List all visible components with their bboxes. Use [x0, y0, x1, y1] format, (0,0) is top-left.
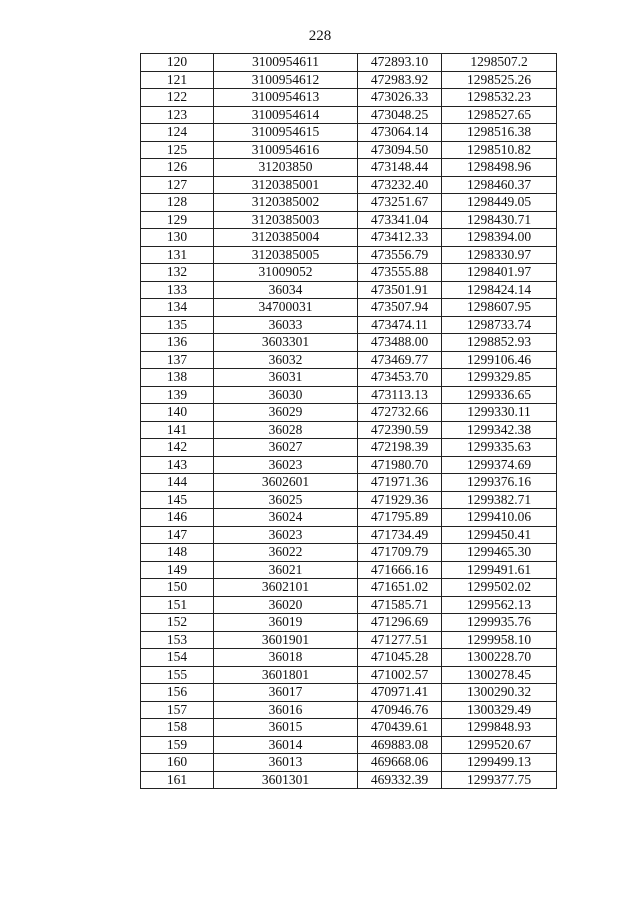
table-row: [141, 614, 557, 632]
x-coordinate-cell: 471709.79: [358, 544, 442, 562]
row-number-cell: 135: [141, 316, 214, 334]
row-number-cell: 140: [141, 404, 214, 422]
table-row: [141, 106, 557, 124]
x-coordinate-cell: 472732.66: [358, 404, 442, 422]
x-coordinate-cell: 471929.36: [358, 491, 442, 509]
row-number-cell: 152: [141, 614, 214, 632]
table-row: [141, 474, 557, 492]
table-row: [141, 246, 557, 264]
table-row: [141, 754, 557, 772]
x-coordinate-cell: 473507.94: [358, 299, 442, 317]
point-id-cell: 36025: [214, 491, 358, 509]
point-id-cell: 36027: [214, 439, 358, 457]
x-coordinate-cell: 471651.02: [358, 579, 442, 597]
table-row: [141, 631, 557, 649]
table-row: [141, 159, 557, 177]
table-row: [141, 299, 557, 317]
row-number-cell: 160: [141, 754, 214, 772]
x-coordinate-cell: 469668.06: [358, 754, 442, 772]
row-number-cell: 154: [141, 649, 214, 667]
row-number-cell: 148: [141, 544, 214, 562]
x-coordinate-cell: 471666.16: [358, 561, 442, 579]
point-id-cell: 3100954616: [214, 141, 358, 159]
table-row: [141, 649, 557, 667]
y-coordinate-cell: 1299106.46: [442, 351, 557, 369]
row-number-cell: 120: [141, 54, 214, 72]
point-id-cell: 3603301: [214, 334, 358, 352]
row-number-cell: 159: [141, 736, 214, 754]
table-row: [141, 526, 557, 544]
x-coordinate-cell: 473094.50: [358, 141, 442, 159]
table-row: [141, 124, 557, 142]
y-coordinate-cell: 1298527.65: [442, 106, 557, 124]
y-coordinate-cell: 1299520.67: [442, 736, 557, 754]
y-coordinate-cell: 1300278.45: [442, 666, 557, 684]
x-coordinate-cell: 471734.49: [358, 526, 442, 544]
point-id-cell: 3120385005: [214, 246, 358, 264]
point-id-cell: 36024: [214, 509, 358, 527]
y-coordinate-cell: 1300329.49: [442, 701, 557, 719]
y-coordinate-cell: 1299342.38: [442, 421, 557, 439]
x-coordinate-cell: 473488.00: [358, 334, 442, 352]
table-row: [141, 561, 557, 579]
y-coordinate-cell: 1298394.00: [442, 229, 557, 247]
x-coordinate-cell: 472198.39: [358, 439, 442, 457]
table-row: [141, 579, 557, 597]
point-id-cell: 36020: [214, 596, 358, 614]
table-row: [141, 316, 557, 334]
row-number-cell: 147: [141, 526, 214, 544]
point-id-cell: 3120385002: [214, 194, 358, 212]
point-id-cell: 3100954615: [214, 124, 358, 142]
table-row: [141, 141, 557, 159]
y-coordinate-cell: 1300228.70: [442, 649, 557, 667]
row-number-cell: 151: [141, 596, 214, 614]
x-coordinate-cell: 470946.76: [358, 701, 442, 719]
y-coordinate-cell: 1298516.38: [442, 124, 557, 142]
row-number-cell: 136: [141, 334, 214, 352]
x-coordinate-cell: 470439.61: [358, 719, 442, 737]
y-coordinate-cell: 1299329.85: [442, 369, 557, 387]
point-id-cell: 31009052: [214, 264, 358, 282]
table-row: [141, 771, 557, 789]
x-coordinate-cell: 471277.51: [358, 631, 442, 649]
y-coordinate-cell: 1298430.71: [442, 211, 557, 229]
table-row: [141, 334, 557, 352]
row-number-cell: 145: [141, 491, 214, 509]
x-coordinate-cell: 473453.70: [358, 369, 442, 387]
row-number-cell: 161: [141, 771, 214, 789]
x-coordinate-cell: 469332.39: [358, 771, 442, 789]
x-coordinate-cell: 473026.33: [358, 89, 442, 107]
x-coordinate-cell: 472893.10: [358, 54, 442, 72]
row-number-cell: 155: [141, 666, 214, 684]
y-coordinate-cell: 1299935.76: [442, 614, 557, 632]
y-coordinate-cell: 1299410.06: [442, 509, 557, 527]
table-row: [141, 684, 557, 702]
y-coordinate-cell: 1299336.65: [442, 386, 557, 404]
x-coordinate-cell: 470971.41: [358, 684, 442, 702]
x-coordinate-cell: 472390.59: [358, 421, 442, 439]
row-number-cell: 139: [141, 386, 214, 404]
y-coordinate-cell: 1298401.97: [442, 264, 557, 282]
x-coordinate-cell: 473064.14: [358, 124, 442, 142]
table-row: [141, 351, 557, 369]
row-number-cell: 138: [141, 369, 214, 387]
point-id-cell: 3601901: [214, 631, 358, 649]
table-row: [141, 369, 557, 387]
point-id-cell: 36032: [214, 351, 358, 369]
x-coordinate-cell: 471002.57: [358, 666, 442, 684]
row-number-cell: 121: [141, 71, 214, 89]
point-id-cell: 3601801: [214, 666, 358, 684]
row-number-cell: 122: [141, 89, 214, 107]
table-row: [141, 421, 557, 439]
row-number-cell: 132: [141, 264, 214, 282]
y-coordinate-cell: 1299374.69: [442, 456, 557, 474]
y-coordinate-cell: 1299377.75: [442, 771, 557, 789]
x-coordinate-cell: 473148.44: [358, 159, 442, 177]
point-id-cell: 3100954613: [214, 89, 358, 107]
x-coordinate-cell: 471980.70: [358, 456, 442, 474]
point-id-cell: 36014: [214, 736, 358, 754]
table-row: [141, 264, 557, 282]
table-row: [141, 719, 557, 737]
y-coordinate-cell: 1298733.74: [442, 316, 557, 334]
x-coordinate-cell: 471296.69: [358, 614, 442, 632]
point-id-cell: 36033: [214, 316, 358, 334]
y-coordinate-cell: 1298510.82: [442, 141, 557, 159]
x-coordinate-cell: 473232.40: [358, 176, 442, 194]
row-number-cell: 157: [141, 701, 214, 719]
table-row: [141, 439, 557, 457]
point-id-cell: 36031: [214, 369, 358, 387]
y-coordinate-cell: 1299330.11: [442, 404, 557, 422]
table-row: [141, 211, 557, 229]
table-row: [141, 89, 557, 107]
table-row: [141, 544, 557, 562]
x-coordinate-cell: 473469.77: [358, 351, 442, 369]
point-id-cell: 36016: [214, 701, 358, 719]
row-number-cell: 134: [141, 299, 214, 317]
row-number-cell: 141: [141, 421, 214, 439]
table-row: [141, 509, 557, 527]
x-coordinate-cell: 469883.08: [358, 736, 442, 754]
page-number: 228: [308, 28, 332, 44]
y-coordinate-cell: 1298449.05: [442, 194, 557, 212]
point-id-cell: 36030: [214, 386, 358, 404]
x-coordinate-cell: 472983.92: [358, 71, 442, 89]
point-id-cell: 31203850: [214, 159, 358, 177]
y-coordinate-cell: 1298852.93: [442, 334, 557, 352]
row-number-cell: 143: [141, 456, 214, 474]
x-coordinate-cell: 471971.36: [358, 474, 442, 492]
point-id-cell: 3120385004: [214, 229, 358, 247]
point-id-cell: 36018: [214, 649, 358, 667]
row-number-cell: 126: [141, 159, 214, 177]
y-coordinate-cell: 1298498.96: [442, 159, 557, 177]
x-coordinate-cell: 473474.11: [358, 316, 442, 334]
y-coordinate-cell: 1298507.2: [442, 54, 557, 72]
row-number-cell: 149: [141, 561, 214, 579]
point-id-cell: 36015: [214, 719, 358, 737]
y-coordinate-cell: 1299491.61: [442, 561, 557, 579]
table-row: [141, 491, 557, 509]
y-coordinate-cell: 1298525.26: [442, 71, 557, 89]
y-coordinate-cell: 1300290.32: [442, 684, 557, 702]
row-number-cell: 128: [141, 194, 214, 212]
point-id-cell: 3120385001: [214, 176, 358, 194]
x-coordinate-cell: 473113.13: [358, 386, 442, 404]
point-id-cell: 3602601: [214, 474, 358, 492]
x-coordinate-cell: 473048.25: [358, 106, 442, 124]
point-id-cell: 3100954614: [214, 106, 358, 124]
point-id-cell: 3120385003: [214, 211, 358, 229]
row-number-cell: 144: [141, 474, 214, 492]
table-row: [141, 386, 557, 404]
row-number-cell: 142: [141, 439, 214, 457]
row-number-cell: 137: [141, 351, 214, 369]
row-number-cell: 150: [141, 579, 214, 597]
table-row: [141, 404, 557, 422]
y-coordinate-cell: 1299958.10: [442, 631, 557, 649]
point-id-cell: 36023: [214, 526, 358, 544]
row-number-cell: 146: [141, 509, 214, 527]
point-id-cell: 36021: [214, 561, 358, 579]
point-id-cell: 34700031: [214, 299, 358, 317]
table-row: [141, 229, 557, 247]
x-coordinate-cell: 471585.71: [358, 596, 442, 614]
x-coordinate-cell: 471795.89: [358, 509, 442, 527]
x-coordinate-cell: 473412.33: [358, 229, 442, 247]
table-row: [141, 701, 557, 719]
row-number-cell: 131: [141, 246, 214, 264]
y-coordinate-cell: 1299499.13: [442, 754, 557, 772]
table-row: [141, 176, 557, 194]
y-coordinate-cell: 1299562.13: [442, 596, 557, 614]
row-number-cell: 129: [141, 211, 214, 229]
table-row: [141, 596, 557, 614]
coordinates-table: [140, 53, 557, 789]
point-id-cell: 3602101: [214, 579, 358, 597]
y-coordinate-cell: 1298460.37: [442, 176, 557, 194]
y-coordinate-cell: 1298330.97: [442, 246, 557, 264]
table-row: [141, 456, 557, 474]
x-coordinate-cell: 473555.88: [358, 264, 442, 282]
point-id-cell: 36023: [214, 456, 358, 474]
y-coordinate-cell: 1299335.63: [442, 439, 557, 457]
y-coordinate-cell: 1299382.71: [442, 491, 557, 509]
x-coordinate-cell: 473341.04: [358, 211, 442, 229]
x-coordinate-cell: 473501.91: [358, 281, 442, 299]
y-coordinate-cell: 1299502.02: [442, 579, 557, 597]
point-id-cell: 3100954612: [214, 71, 358, 89]
table-row: [141, 666, 557, 684]
row-number-cell: 123: [141, 106, 214, 124]
x-coordinate-cell: 473556.79: [358, 246, 442, 264]
point-id-cell: 36019: [214, 614, 358, 632]
y-coordinate-cell: 1298532.23: [442, 89, 557, 107]
point-id-cell: 36029: [214, 404, 358, 422]
point-id-cell: 36034: [214, 281, 358, 299]
y-coordinate-cell: 1298607.95: [442, 299, 557, 317]
table-row: [141, 54, 557, 72]
y-coordinate-cell: 1299848.93: [442, 719, 557, 737]
row-number-cell: 124: [141, 124, 214, 142]
point-id-cell: 3601301: [214, 771, 358, 789]
row-number-cell: 153: [141, 631, 214, 649]
table-row: [141, 194, 557, 212]
row-number-cell: 156: [141, 684, 214, 702]
table-row: [141, 281, 557, 299]
x-coordinate-cell: 471045.28: [358, 649, 442, 667]
table-row: [141, 71, 557, 89]
point-id-cell: 3100954611: [214, 54, 358, 72]
point-id-cell: 36017: [214, 684, 358, 702]
point-id-cell: 36022: [214, 544, 358, 562]
y-coordinate-cell: 1299376.16: [442, 474, 557, 492]
point-id-cell: 36028: [214, 421, 358, 439]
y-coordinate-cell: 1298424.14: [442, 281, 557, 299]
x-coordinate-cell: 473251.67: [358, 194, 442, 212]
row-number-cell: 158: [141, 719, 214, 737]
row-number-cell: 130: [141, 229, 214, 247]
y-coordinate-cell: 1299465.30: [442, 544, 557, 562]
row-number-cell: 133: [141, 281, 214, 299]
y-coordinate-cell: 1299450.41: [442, 526, 557, 544]
point-id-cell: 36013: [214, 754, 358, 772]
table-row: [141, 736, 557, 754]
row-number-cell: 125: [141, 141, 214, 159]
row-number-cell: 127: [141, 176, 214, 194]
